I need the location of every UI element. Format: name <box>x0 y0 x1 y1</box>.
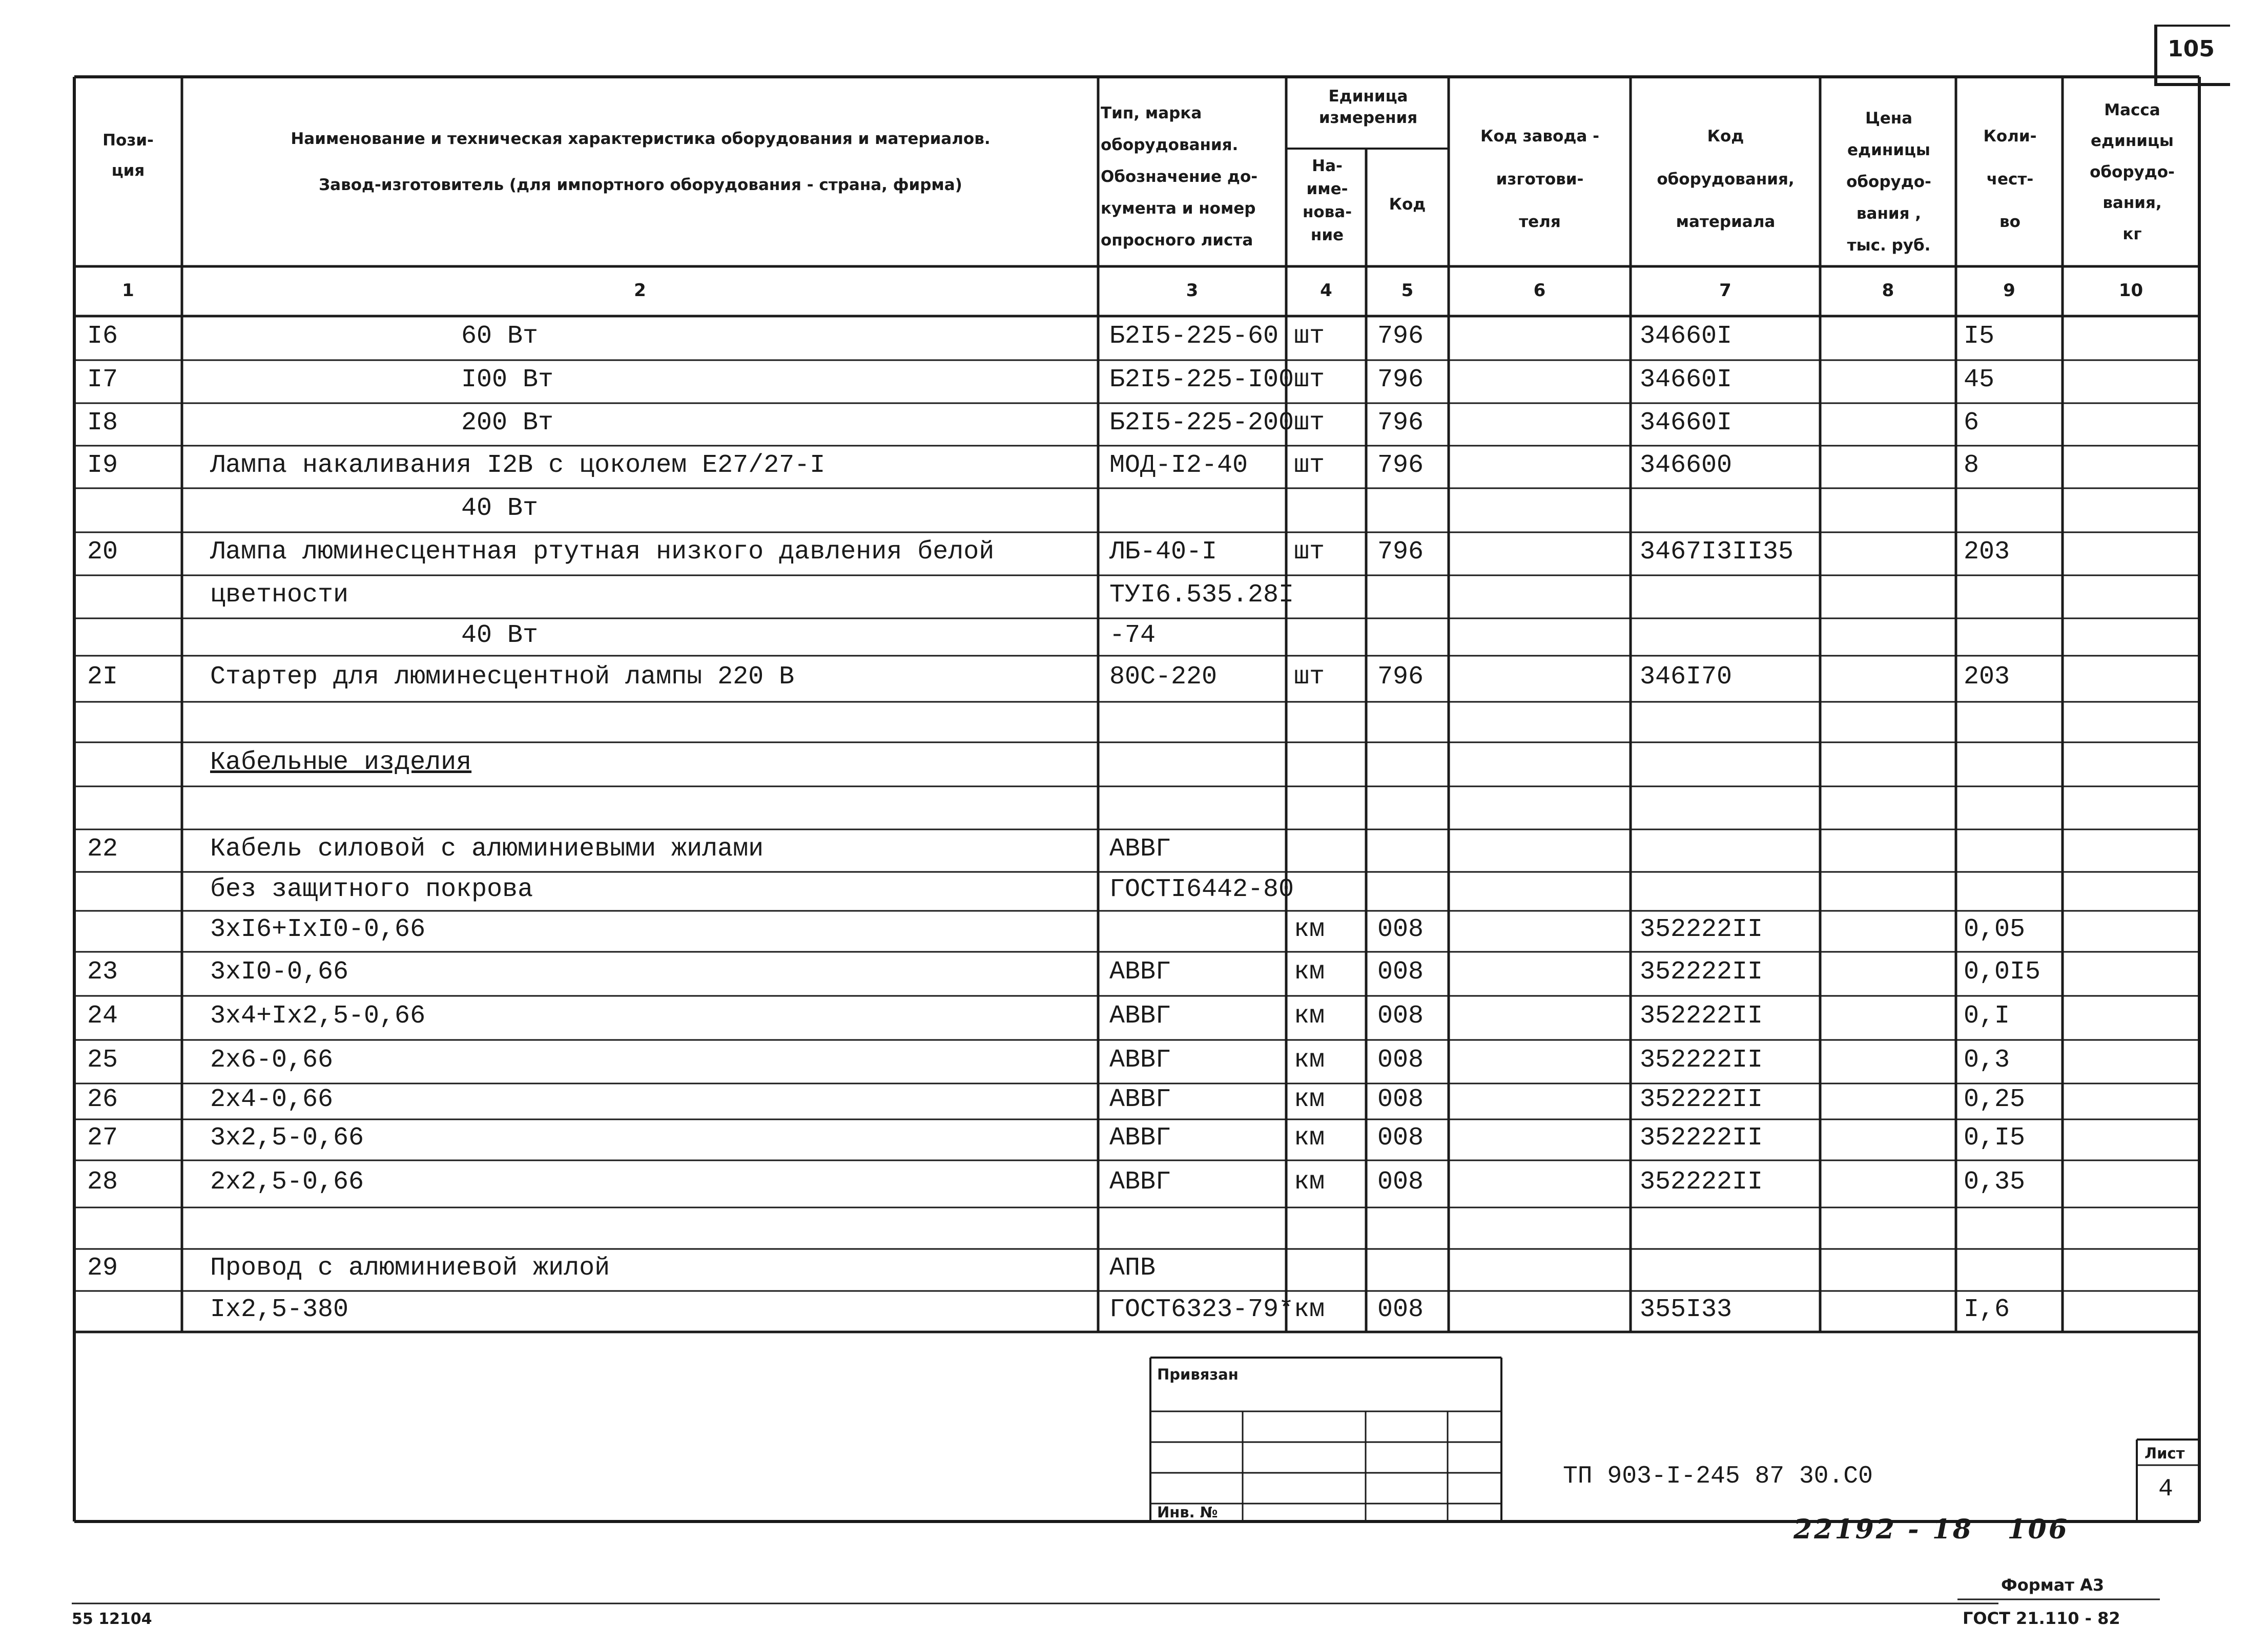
row-type: АВВГ <box>1109 1085 1171 1114</box>
row-name: без защитного покрова <box>210 875 533 904</box>
row-name: Провод с алюминиевой жилой <box>210 1254 610 1283</box>
row-position: 2I <box>87 662 118 692</box>
header-unit-mass: Масса единицы оборудо- вания, кг <box>2090 101 2175 243</box>
column-number-8: 8 <box>1882 280 1894 301</box>
row-name: Кабель силовой с алюминиевыми жилами <box>210 834 764 864</box>
row-type: Б2I5-225-I00 <box>1109 365 1294 394</box>
row-unit-code: 008 <box>1377 957 1424 987</box>
row-position: I8 <box>87 408 118 437</box>
header-type: Тип, марка оборудования. Обозначение до- кумента и номер опросного листа <box>1101 104 1258 249</box>
sheet-number: 105 <box>2168 36 2215 62</box>
row-name: 2х2,5-0,66 <box>210 1168 364 1197</box>
row-unit-code: 008 <box>1377 1085 1424 1114</box>
row-position: I7 <box>87 365 118 394</box>
row-type: АПВ <box>1109 1254 1156 1283</box>
header-name-line1: Наименование и техническая характеристика оборудования и материалов. <box>291 130 991 148</box>
row-name: 3х2,5-0,66 <box>210 1123 364 1153</box>
column-number-7: 7 <box>1719 280 1731 301</box>
row-type: 80С-220 <box>1109 662 1218 692</box>
row-position: 29 <box>87 1254 118 1283</box>
row-name: цветности <box>210 580 349 610</box>
row-position: I6 <box>87 322 118 351</box>
row-unit: км <box>1294 957 1325 987</box>
row-quantity: 0,I5 <box>1964 1123 2026 1153</box>
row-unit: шт <box>1294 450 1325 480</box>
row-quantity: I,6 <box>1964 1295 2010 1324</box>
row-name: 60 Вт <box>461 322 539 351</box>
row-unit-code: 008 <box>1377 1295 1424 1324</box>
row-equipment-code: 352222II <box>1640 1045 1763 1075</box>
row-type: МОД-I2-40 <box>1109 450 1248 480</box>
header-quantity: Коли- чест- во <box>1983 127 2037 232</box>
row-name: 3хI6+IхI0-0,66 <box>210 915 426 944</box>
row-unit: км <box>1294 1168 1325 1197</box>
row-quantity: 0,0I5 <box>1964 957 2041 987</box>
row-name: 40 Вт <box>461 494 539 523</box>
sheet-value: 4 <box>2158 1475 2173 1503</box>
row-quantity: 0,3 <box>1964 1045 2010 1075</box>
footer-left-code: 55 12104 <box>72 1610 152 1628</box>
row-quantity: 203 <box>1964 662 2010 692</box>
column-number-4: 4 <box>1320 280 1332 301</box>
row-name: Лампа накаливания I2В с цоколем Е27/27-I <box>210 450 826 480</box>
row-position: I9 <box>87 450 118 480</box>
row-unit: км <box>1294 1123 1325 1153</box>
row-equipment-code: 352222II <box>1640 1002 1763 1031</box>
row-unit: км <box>1294 915 1325 944</box>
row-equipment-code: 34660I <box>1640 322 1733 351</box>
row-unit-code: 008 <box>1377 915 1424 944</box>
row-unit-code: 796 <box>1377 537 1424 567</box>
row-unit-code: 008 <box>1377 1002 1424 1031</box>
row-type: ЛБ-40-I <box>1109 537 1218 567</box>
row-name: I00 Вт <box>461 365 554 394</box>
row-unit: км <box>1294 1045 1325 1075</box>
row-unit-code: 796 <box>1377 408 1424 437</box>
row-type: АВВГ <box>1109 1045 1171 1075</box>
row-quantity: 0,35 <box>1964 1168 2026 1197</box>
row-position: 20 <box>87 537 118 567</box>
row-type: Б2I5-225-200 <box>1109 408 1294 437</box>
row-quantity: 6 <box>1964 408 1980 437</box>
row-type: -74 <box>1109 620 1156 650</box>
row-quantity: 8 <box>1964 450 1980 480</box>
row-equipment-code: 346600 <box>1640 450 1733 480</box>
row-name: Кабельные изделия <box>210 748 472 777</box>
row-position: 28 <box>87 1168 118 1197</box>
row-unit-code: 796 <box>1377 365 1424 394</box>
row-unit: шт <box>1294 322 1325 351</box>
row-type: Б2I5-225-60 <box>1109 322 1279 351</box>
row-unit: шт <box>1294 408 1325 437</box>
sheet-label: Лист <box>2145 1445 2185 1462</box>
row-quantity: 0,I <box>1964 1002 2010 1031</box>
row-quantity: 45 <box>1964 365 1995 394</box>
inv-no-label: Инв. № <box>1157 1504 1218 1521</box>
row-unit: км <box>1294 1085 1325 1114</box>
privyazan-label: Привязан <box>1157 1366 1239 1383</box>
row-name: 200 Вт <box>461 408 554 437</box>
row-equipment-code: 355I33 <box>1640 1295 1733 1324</box>
row-type: ГОСТ6323-79* <box>1109 1295 1294 1324</box>
row-unit: шт <box>1294 365 1325 394</box>
column-number-2: 2 <box>634 280 646 301</box>
row-position: 27 <box>87 1123 118 1153</box>
row-position: 23 <box>87 957 118 987</box>
row-equipment-code: 34660I <box>1640 408 1733 437</box>
row-equipment-code: 352222II <box>1640 1123 1763 1153</box>
row-equipment-code: 352222II <box>1640 1168 1763 1197</box>
header-position: Пози- ция <box>102 131 154 180</box>
column-number-9: 9 <box>2003 280 2015 301</box>
header-plant-code: Код завода - изготови- теля <box>1480 127 1599 232</box>
row-equipment-code: 34660I <box>1640 365 1733 394</box>
row-name: 2х6-0,66 <box>210 1045 334 1075</box>
row-unit-code: 008 <box>1377 1168 1424 1197</box>
header-unit-code: Код <box>1389 195 1426 214</box>
row-unit: шт <box>1294 537 1325 567</box>
row-equipment-code: 352222II <box>1640 1085 1763 1114</box>
row-quantity: 0,25 <box>1964 1085 2026 1114</box>
row-unit-code: 796 <box>1377 322 1424 351</box>
footer-format: Формат А3 <box>2001 1575 2105 1595</box>
row-equipment-code: 3467I3II35 <box>1640 537 1794 567</box>
row-quantity: 0,05 <box>1964 915 2026 944</box>
footer-gost: ГОСТ 21.110 - 82 <box>1963 1609 2120 1628</box>
row-type: АВВГ <box>1109 1002 1171 1031</box>
row-position: 24 <box>87 1002 118 1031</box>
document-code: ТП 903-I-245 87 30.С0 <box>1563 1463 1873 1490</box>
header-unit-group: Единица измерения <box>1318 87 1418 127</box>
row-type: АВВГ <box>1109 957 1171 987</box>
row-unit-code: 796 <box>1377 662 1424 692</box>
row-name: 2х4-0,66 <box>210 1085 334 1114</box>
header-equipment-code: Код оборудования, материала <box>1657 127 1795 232</box>
header-name-line2: Завод-изготовитель (для импортного оборудования - страна, фирма) <box>319 176 962 194</box>
row-unit-code: 796 <box>1377 450 1424 480</box>
row-name: 3хI0-0,66 <box>210 957 349 987</box>
row-type: ТУI6.535.28I <box>1109 580 1294 610</box>
row-equipment-code: 352222II <box>1640 957 1763 987</box>
handwritten-note: 22192 - 18 106 <box>1793 1514 2069 1545</box>
row-type: АВВГ <box>1109 1123 1171 1153</box>
row-quantity: I5 <box>1964 322 1995 351</box>
row-name: 3х4+Iх2,5-0,66 <box>210 1002 426 1031</box>
row-type: АВВГ <box>1109 834 1171 864</box>
row-name: 40 Вт <box>461 620 539 650</box>
header-unit-name: На- име- нова- ние <box>1302 157 1352 244</box>
column-number-10: 10 <box>2118 280 2143 301</box>
header-unit-price: Цена единицы оборудо- вания , тыс. руб. <box>1846 109 1931 255</box>
row-position: 22 <box>87 834 118 864</box>
row-unit: км <box>1294 1295 1325 1324</box>
row-unit: км <box>1294 1002 1325 1031</box>
row-name: Стартер для люминесцентной лампы 220 В <box>210 662 795 692</box>
row-position: 26 <box>87 1085 118 1114</box>
row-quantity: 203 <box>1964 537 2010 567</box>
row-name: Iх2,5-380 <box>210 1295 349 1324</box>
row-equipment-code: 346I70 <box>1640 662 1733 692</box>
row-unit: шт <box>1294 662 1325 692</box>
row-equipment-code: 352222II <box>1640 915 1763 944</box>
row-position: 25 <box>87 1045 118 1075</box>
row-type: АВВГ <box>1109 1168 1171 1197</box>
row-unit-code: 008 <box>1377 1123 1424 1153</box>
row-type: ГОСТI6442-80 <box>1109 875 1294 904</box>
column-number-6: 6 <box>1533 280 1546 301</box>
column-number-3: 3 <box>1186 280 1199 301</box>
row-unit-code: 008 <box>1377 1045 1424 1075</box>
column-number-1: 1 <box>122 280 134 301</box>
column-number-5: 5 <box>1401 280 1414 301</box>
row-name: Лампа люминесцентная ртутная низкого давления белой <box>210 537 995 567</box>
